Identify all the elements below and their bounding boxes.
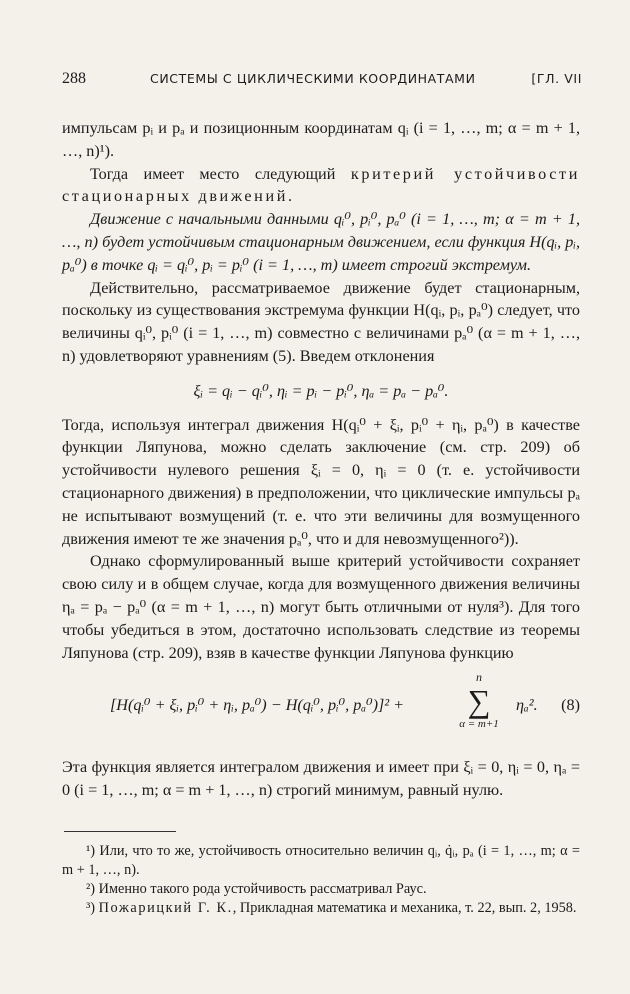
page-number: 288 bbox=[62, 70, 86, 87]
equation-8-term: ηₐ². bbox=[516, 696, 538, 715]
footnote-3 bbox=[62, 899, 580, 918]
summation bbox=[446, 670, 512, 731]
sigma-icon: ∑ bbox=[467, 683, 491, 720]
equation-8 bbox=[62, 670, 580, 748]
sum-lower-limit: α = m+1 bbox=[459, 718, 499, 731]
criterion-statement: Движение с начальными данными qᵢ⁰, pᵢ⁰, pₐ⁰ (i = 1, …, m; α = m + 1, …, n) будет устойчивым стационарным движением, если функция H(qᵢ, pᵢ, pₐ⁰) в точке qᵢ = qᵢ⁰, pᵢ = pᵢ⁰ (i = 1, …, m) имеет строгий экстремум. bbox=[62, 210, 580, 274]
criterion-spaced: критерий устойчивости стационарных движений. bbox=[62, 164, 580, 206]
footnote-rule bbox=[64, 831, 176, 832]
footnote-1: ¹) Или, что то же, устойчивость относительно величин qᵢ, q̇ᵢ, pₐ (i = 1, …, m; α = m + 1, …, n). bbox=[62, 843, 580, 878]
footnote-3-author: Пожарицкий Г. К. bbox=[98, 900, 233, 916]
deviations-formula: ξᵢ = qᵢ − qᵢ⁰, ηᵢ = pᵢ − pᵢ⁰, ηₐ = pₐ − pₐ⁰. bbox=[193, 381, 449, 400]
sum-upper-limit: n bbox=[476, 670, 482, 685]
paragraph-2-lead: Тогда имеет место следующий bbox=[90, 164, 351, 183]
paragraph-6: Однако сформулированный выше критерий устойчивости сохраняет свою силу и в общем случае, когда для возмущенного движения величины ηₐ = pₐ − pₐ⁰ (α = m + 1, …, n) могут быть отличными от нуля³). Для того чтобы убедиться в этом, достаточно использовать следствие из теоремы Ляпунова (стр. 209), взяв в качестве функции Ляпунова функцию bbox=[62, 552, 580, 662]
page-header bbox=[62, 70, 582, 92]
paragraph-7: Эта функция является интегралом движения и имеет при ξᵢ = 0, ηᵢ = 0, ηₐ = 0 (i = 1, …, m; α = m + 1, …, n) строгий минимум, равный нулю. bbox=[62, 758, 580, 800]
footnotes bbox=[62, 842, 580, 918]
footnote-2: ²) Именно такого рода устойчивость рассматривал Раус. bbox=[86, 881, 427, 897]
chapter-label: [ГЛ. VII bbox=[531, 71, 582, 86]
paragraph-4: Действительно, рассматриваемое движение будет стационарным, поскольку из существования экстремума функции H(qᵢ, pᵢ, pₐ⁰) следует, что величины qᵢ⁰, pᵢ⁰ (i = 1, …, m) совместно с величинами pₐ⁰ (α = m + 1, …, n) удовлетворяют уравнениям (5). Введем отклонения bbox=[62, 278, 580, 365]
paragraph-5: Тогда, используя интеграл движения H(qᵢ⁰ + ξᵢ, pᵢ⁰ + ηᵢ, pₐ⁰) в качестве функции Ляпунова, можно сделать заключение (см. стр. 209) об устойчивости нулевого решения ξᵢ = 0, ηᵢ = 0 (т. е. устойчивости стационарного движения) в предположении, что циклические импульсы pₐ не испытывают возмущений (т. е. что эти величины для возмущенного движения имеют те же значения pₐ⁰, что и для невозмущенного²)). bbox=[62, 415, 580, 548]
footnote-3-mark: ³) bbox=[86, 900, 99, 916]
running-title: СИСТЕМЫ С ЦИКЛИЧЕСКИМИ КООРДИНАТАМИ bbox=[150, 71, 476, 86]
paragraph-1: импульсам pᵢ и pₐ и позиционным координатам qᵢ (i = 1, …, m; α = m + 1, …, n)¹). bbox=[62, 119, 580, 160]
footnote-3-source: , Прикладная математика и механика, т. 22, вып. 2, 1958. bbox=[232, 900, 577, 916]
main-text bbox=[62, 117, 580, 802]
equation-8-lhs: [H(qᵢ⁰ + ξᵢ, pᵢ⁰ + ηᵢ, pₐ⁰) − H(qᵢ⁰, pᵢ⁰, pₐ⁰)]² + bbox=[110, 696, 405, 715]
equation-8-number: (8) bbox=[561, 696, 580, 715]
paragraph-2 bbox=[62, 163, 580, 209]
